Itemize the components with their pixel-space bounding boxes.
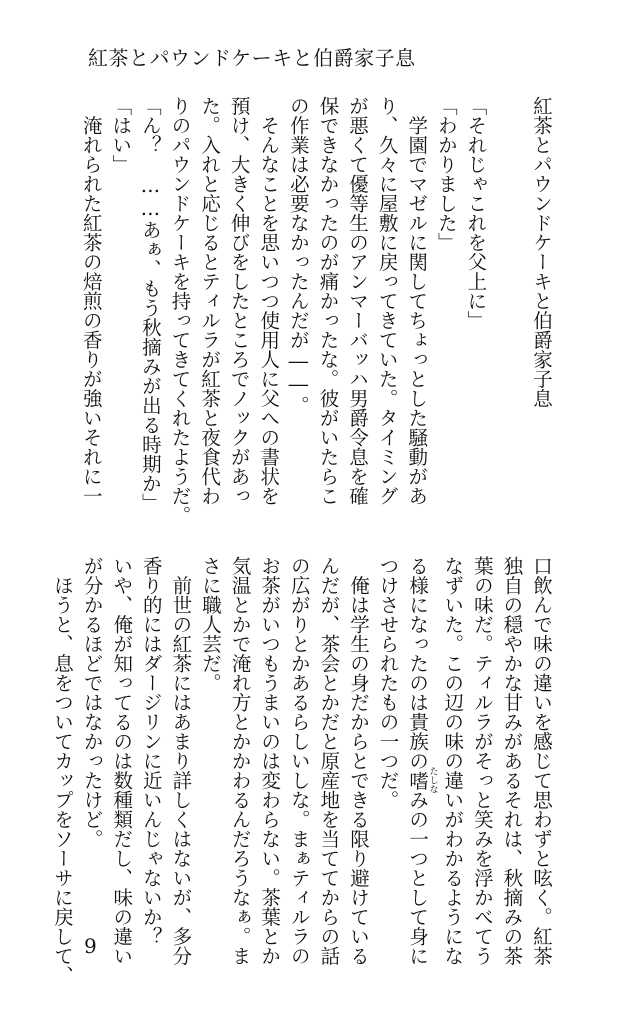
text-line: 学園でマゼルに関してちょっとした騒動があ (405, 96, 429, 506)
text-line: 保できなかったのが痛かったな。彼がいたらこ (316, 96, 340, 506)
text-line: いや、俺が知ってるのは数種類だし、味の違い (110, 556, 134, 966)
text-line: が悪くて優等生のアンマーバッハ男爵令息を確 (346, 96, 370, 506)
text-line: 「それじゃこれを父上に」 (464, 96, 488, 330)
text-line: そんなことを思いつつ使用人に父への書状を (257, 96, 281, 506)
text-line: り、久々に屋敷に戻ってきていた。タイミング (375, 96, 399, 506)
text-line: 独自の穏やかな甘みがあるそれは、秋摘みの茶 (500, 556, 524, 966)
running-head: 紅茶とパウンドケーキと伯爵家子息 (88, 46, 416, 70)
text-line: 香り的にはダージリンに近いんじゃないか？ (139, 556, 163, 946)
text-line: 淹れられた紅茶の焙煎の香りが強いそれに一 (79, 96, 103, 506)
ruby-annotation: 嗜たしな (406, 766, 438, 794)
bottom-text-block (51, 556, 556, 985)
text-line: 「わかりました」 (434, 96, 458, 252)
text-line: 前世の紅茶にはあまり詳しくはないが、多分 (169, 556, 193, 966)
text-line: 俺は学生の身だからとできる限り避けている (346, 556, 370, 966)
text-line: 「ん？ ……あぁ、もう秋摘みが出る時期か」 (138, 96, 162, 513)
text-line: の広がりとかあるらしいしな。まぁティルラの (287, 556, 311, 966)
top-text-block (79, 96, 556, 525)
chapter-title: 紅茶とパウンドケーキと伯爵家子息 (530, 96, 553, 408)
text-line: お茶がいつもうまいのは変わらない。茶葉とか (258, 556, 282, 966)
ruby-reading: たしな (427, 766, 438, 794)
text-line: んだが、茶会とかだと原産地を当ててからの話 (317, 556, 341, 966)
text-line-with-ruby: る様になったのは貴族の嗜たしなみの一つとして身に (406, 556, 438, 966)
text-line: が分かるほどではなかったけど。 (80, 556, 104, 849)
text-line: 気温とかで淹れ方とかかわるんだろうなぁ。ま (228, 556, 252, 966)
text-line: た。入れと応じるとティルラが紅茶と夜食代わ (198, 96, 222, 506)
text-line: 葉の味だ。ティルラがそっと笑みを浮かべてう (470, 556, 494, 966)
text-line: りのパウンドケーキを持ってきてくれたようだ。 (168, 96, 192, 525)
text-line: ほうと、息をついてカップをソーサに戻して、 (51, 556, 74, 985)
text-line: 「はい」 (109, 96, 133, 174)
text-line: 口飲んで味の違いを感じて思わずと呟く。紅茶 (530, 556, 553, 966)
text-line: さに職人芸だ。 (198, 556, 222, 693)
page-number: 9 (84, 934, 97, 958)
text-line: つけさせられたもの一つだ。 (376, 556, 400, 810)
text-line: 預け、大きく伸びをしたところでノックがあっ (227, 96, 251, 506)
text-line: なずいた。この辺の味の違いがわかるようにな (441, 556, 465, 966)
text-line: の作業は必要なかったんだが――。 (286, 96, 310, 415)
